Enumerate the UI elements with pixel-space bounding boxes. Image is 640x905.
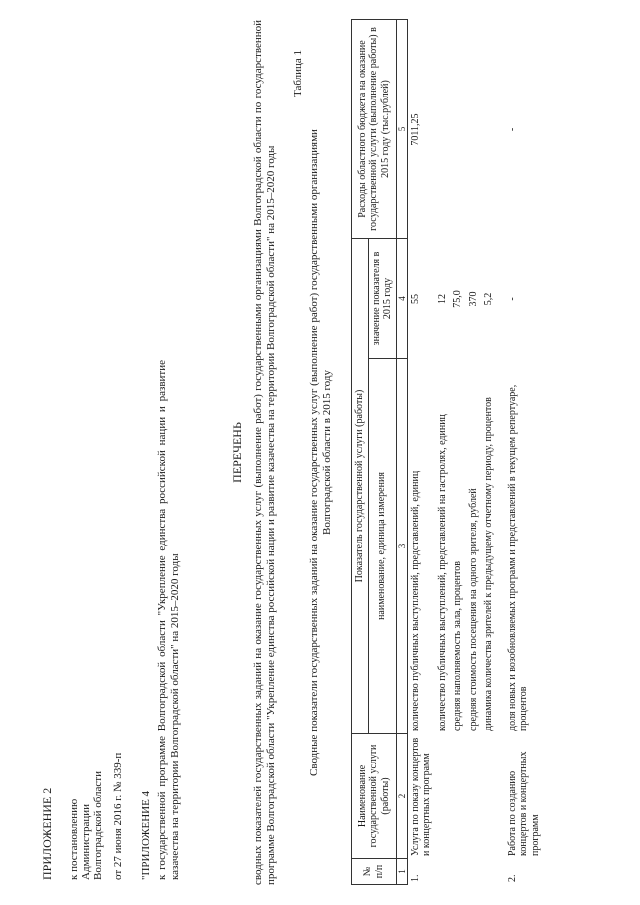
program-text: к государственной программе Волгоградской области "Укрепление единства российской нации и развитие казачества на территории Волгоградской области" на 2015–2020 годы xyxy=(156,360,181,880)
row-service: Работа по созданию концертов и концертных программ xyxy=(506,751,541,856)
col-number: 2 xyxy=(396,734,407,859)
table-row xyxy=(408,20,435,885)
resolution-label: к постановлению xyxy=(68,798,80,880)
row-expense: - xyxy=(506,127,518,132)
row-num: 2. xyxy=(506,874,518,882)
region-label: Волгоградской области xyxy=(92,771,104,880)
header-num: № п/п xyxy=(352,859,397,885)
indicator-name: количество публичных выступлений, представлений, единиц xyxy=(409,470,421,731)
appendix4-label: "ПРИЛОЖЕНИЕ 4 xyxy=(140,790,152,880)
indicator-value: 5,2 xyxy=(483,292,495,306)
page-subtitle: сводных показателей государственных заданий на оказание государственных услуг (выполнение работ) государственными организациями Волгоградской области по государственной программе Волгоградской области "Укрепление единства российской нации и развитие казачества на территории Волгоградской области" на 2015–2020 годы xyxy=(252,20,277,885)
table-label: Таблица 1 xyxy=(292,49,304,97)
indicator-value: 370 xyxy=(467,291,479,307)
col-number: 1 xyxy=(396,859,407,885)
table-row xyxy=(450,20,466,885)
header-service: Наименование государственной услуги (работы) xyxy=(352,734,397,859)
indicator-name: динамика количества зрителей к предыдущему отчетному периоду, процентов xyxy=(483,397,495,731)
table-row xyxy=(466,20,482,885)
header-indicator-name: наименование, единица измерения xyxy=(368,359,396,734)
header-indicator-group: Показатель государственной услуги (работы) xyxy=(352,239,369,734)
indicator-value: 75,0 xyxy=(452,290,464,308)
indicators-table xyxy=(351,20,543,885)
table-row xyxy=(435,20,451,885)
indicator-value: 12 xyxy=(436,294,448,304)
indicator-name: средняя стоимость посещения на одного зрителя, рублей xyxy=(467,488,479,731)
indicator-name: средняя наполняемость зала, процентов xyxy=(452,561,464,731)
indicator-name: доля новых и возобновляемых программ и представлений в текущем репертуаре, процентов xyxy=(506,384,530,731)
table-row xyxy=(497,20,544,885)
page-title: ПЕРЕЧЕНЬ xyxy=(230,422,244,483)
row-expense: 7011,25 xyxy=(409,113,421,146)
col-number: 4 xyxy=(396,239,407,359)
appendix-label: ПРИЛОЖЕНИЕ 2 xyxy=(40,787,54,880)
table-row xyxy=(481,20,497,885)
row-num: 1. xyxy=(409,874,421,882)
indicator-value: 55 xyxy=(409,294,421,304)
date-line: от 27 июня 2016 г. № 339-п xyxy=(112,752,124,880)
indicator-value: - xyxy=(506,297,518,301)
indicator-name: количество публичных выступлений, представлений на гастролях, единиц xyxy=(436,414,448,731)
table-caption: Сводные показатели государственных заданий на оказание государственных услуг (выполнение работ) государственными организациями Волгоградской области в 2015 году xyxy=(308,129,333,776)
row-service: Услуга по показу концертов и концертных программ xyxy=(409,737,433,856)
header-indicator-value: значение показателя в 2015 году xyxy=(368,239,396,359)
col-number: 5 xyxy=(396,20,407,239)
col-number: 3 xyxy=(396,359,407,734)
header-expenses: Расходы областного бюджета на оказание государственной услуги (выполнение работы) в 2015 году (тыс.рублей) xyxy=(352,20,397,239)
admin-label: Администрации xyxy=(80,803,92,880)
